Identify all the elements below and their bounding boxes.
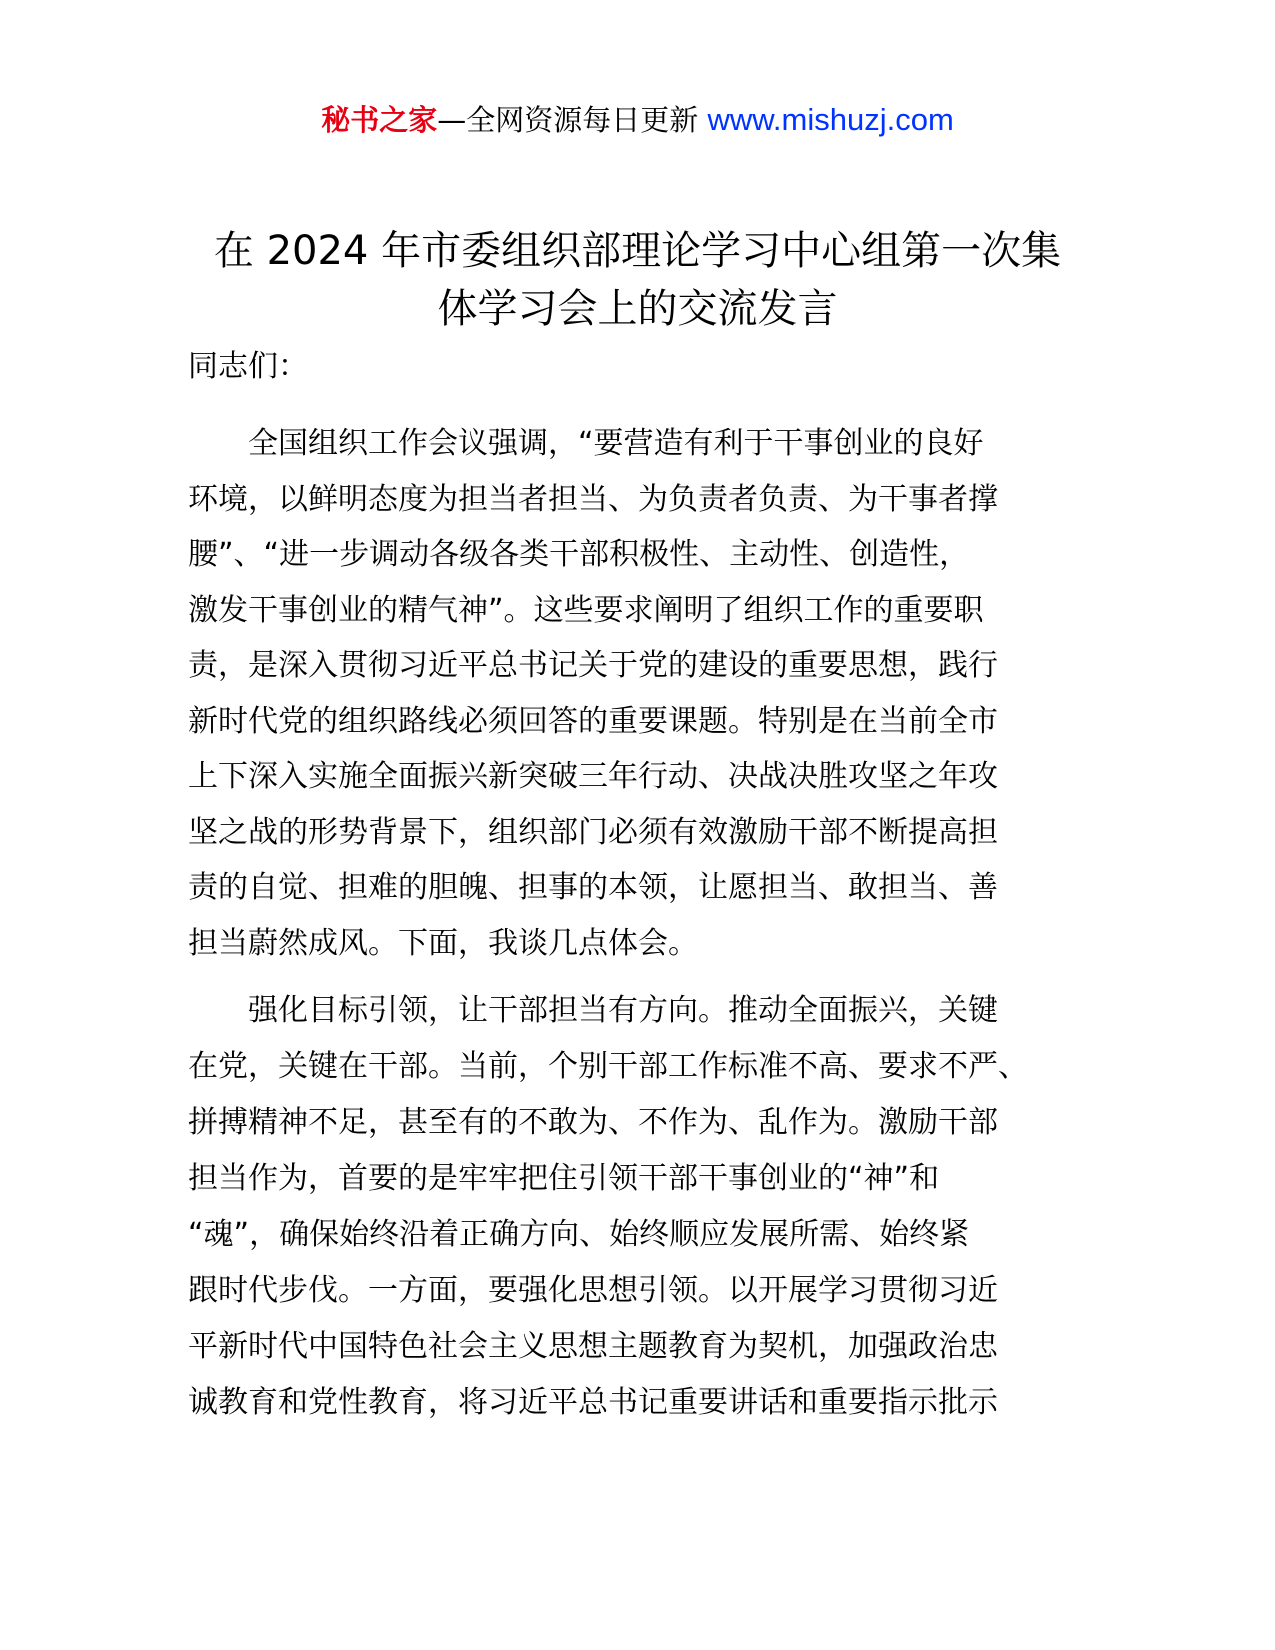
paragraph-line: “魂”，确保始终沿着正确方向、始终顺应发展所需、始终紧 xyxy=(188,1217,970,1252)
paragraph-line: 上下深入实施全面振兴新突破三年行动、决战决胜攻坚之年攻 xyxy=(188,759,998,794)
header-tagline: —全网资源每日更新 xyxy=(437,103,708,137)
paragraph-line: 责，是深入贯彻习近平总书记关于党的建设的重要思想，践行 xyxy=(188,648,998,683)
paragraph-line: 拼搏精神不足，甚至有的不敢为、不作为、乱作为。激励干部 xyxy=(188,1105,998,1140)
title-line-1: 在 2024 年市委组织部理论学习中心组第一次集 xyxy=(213,228,1062,274)
paragraph-line: 跟时代步伐。一方面，要强化思想引领。以开展学习贯彻习近 xyxy=(188,1273,998,1308)
paragraph-line: 坚之战的形势背景下，组织部门必须有效激励干部不断提高担 xyxy=(188,814,998,850)
paragraph-line: 在党，关键在干部。当前，个别干部工作标准不高、要求不严、 xyxy=(188,1049,1028,1084)
paragraph-line: 激发干事创业的精气神”。这些要求阐明了组织工作的重要职 xyxy=(188,592,984,628)
title-line-2: 体学习会上的交流发言 xyxy=(437,286,838,332)
document-title xyxy=(150,222,1125,338)
paragraph-line: 平新时代中国特色社会主义思想主题教育为契机，加强政治忠 xyxy=(188,1329,998,1364)
paragraph-line: 担当作为，首要的是牢牢把住引领干部干事创业的“神”和 xyxy=(188,1161,940,1196)
paragraph-line: 全国组织工作会议强调，“要营造有利于干事创业的良好 xyxy=(188,426,984,461)
paragraph-line: 强化目标引领，让干部担当有方向。推动全面振兴，关键 xyxy=(188,993,998,1028)
paragraph-line: 担当蔚然成风。下面，我谈几点体会。 xyxy=(188,925,698,961)
salutation: 同志们： xyxy=(188,349,308,384)
paragraph-2 xyxy=(188,983,1088,1431)
site-header xyxy=(0,100,1275,140)
paragraph-1 xyxy=(188,416,1088,971)
document-body xyxy=(188,338,1088,1443)
paragraph-line: 责的自觉、担难的胆魄、担事的本领，让愿担当、敢担当、善 xyxy=(188,870,998,905)
site-url-link[interactable]: www.mishuzj.com xyxy=(707,102,954,137)
paragraph-line: 腰”、“进一步调动各级各类干部积极性、主动性、创造性， xyxy=(188,537,970,572)
paragraph-line: 诚教育和党性教育，将习近平总书记重要讲话和重要指示批示 xyxy=(188,1385,998,1420)
paragraph-line: 新时代党的组织路线必须回答的重要课题。特别是在当前全市 xyxy=(188,703,998,739)
brand-name: 秘书之家 xyxy=(321,103,438,137)
paragraph-line: 环境，以鲜明态度为担当者担当、为负责者负责、为干事者撑 xyxy=(188,481,998,517)
